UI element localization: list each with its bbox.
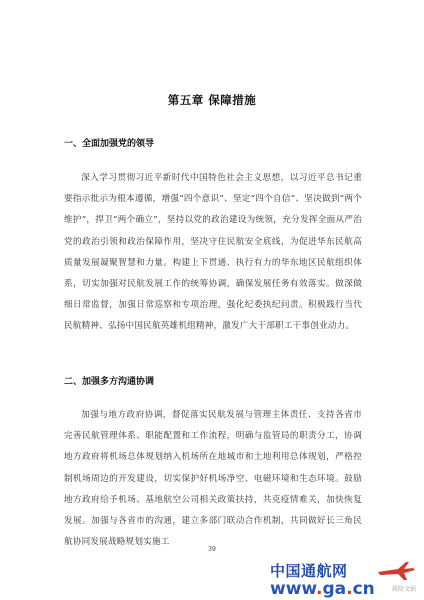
watermark-url-ga: ga [322,579,347,599]
watermark-url-dot: . [316,579,323,599]
watermark-brand: 中国通航网 [270,562,348,580]
section-2-paragraph: 加强与地方政府协调，督促落实民航发展与管理主体责任、支持各省市完善民航管理体系、职能配置和工作流程，明确与监管局的职责分工，协调地方政府将机场总体规划纳入机场所在地城市和土地利用总体规划，严格控制机场周边的开发建设，切实保护好机场净空、电磁环境和生态环境。鼓励地方政府给予机场、基地航空公司相关政策扶持，共克疫情难关，加快恢复发展。加强与各省市的沟通，建立多部门联动合作机制，共同做好长三角民航协同发展战略规划实施工 [64,410,362,548]
watermark-url-dot: . [346,579,353,599]
section-heading-2: 二、加强多方沟通协调 [64,377,155,387]
section-heading-1: 一、全面加强党的领导 [64,139,155,149]
watermark-url-cn: cn [352,579,375,599]
site-watermark [270,560,420,598]
watermark-url [270,579,375,599]
chapter-title: 第五章 保障措施 [167,93,257,107]
watermark-subtext: 蒋阶文娟 [391,586,416,593]
page-number: 39 [208,546,216,553]
airplane-icon [376,560,416,582]
watermark-url-www: www [270,579,317,599]
section-1-paragraph: 深入学习贯彻习近平新时代中国特色社会主义思想，以习近平总书记重要指示批示为根本遵循，增强“四个意识”、坚定“四个自信”、坚决做到“两个维护”，捍卫“两个确立”，坚持以党的政治建设为统领，充分发挥全面从严治党的政治引领和政治保障作用，坚决守住民航安全底线，为促进华东民航高质量发展凝聚智慧和力量。构建上下贯通、执行有力的华东地区民航组织体系，切实加强对民航发展工作的统筹协调，确保发展任务有效落实。做深做细日常监督，加强日常巡察和专项治理，强化纪委执纪问责。积极践行当代民航精神、弘扬中国民航英雄机组精神，激发广大干部职工干事创业动力。 [64,173,362,332]
